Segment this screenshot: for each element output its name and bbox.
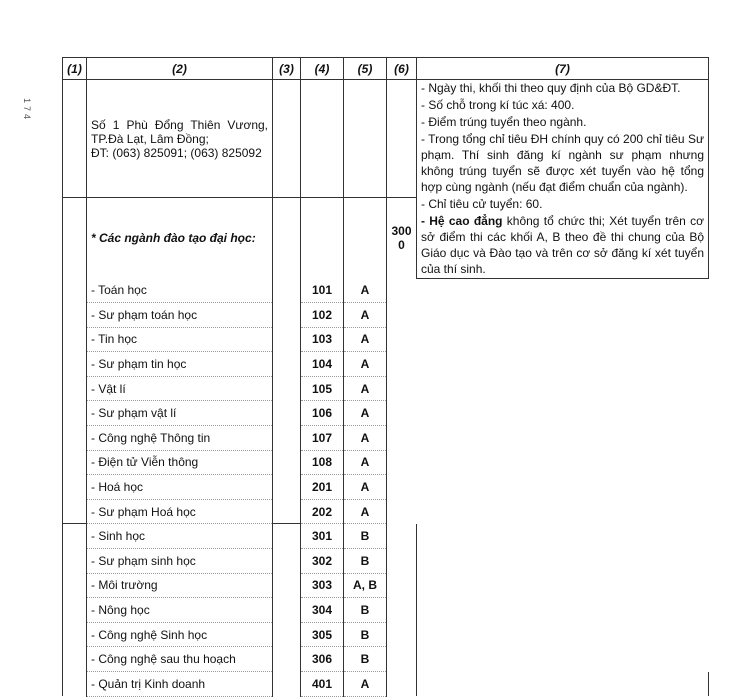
exam-block: A xyxy=(344,401,387,426)
major-code: 107 xyxy=(301,426,344,451)
major-name: - Công nghệ sau thu hoạch xyxy=(87,647,273,672)
exam-block: A xyxy=(344,327,387,352)
header-col-4: (4) xyxy=(301,58,344,80)
note-exam-schedule: - Ngày thi, khối thi theo quy định của Bộ GD&ĐT. xyxy=(421,81,681,95)
table-row xyxy=(63,401,709,426)
majors-list xyxy=(63,279,709,697)
table-row xyxy=(63,499,709,524)
major-name: - Công nghệ Thông tin xyxy=(87,426,273,451)
table-row xyxy=(63,549,709,574)
major-code: 306 xyxy=(301,647,344,672)
exam-block: A xyxy=(344,426,387,451)
exam-block: A xyxy=(344,499,387,524)
exam-block: B xyxy=(344,647,387,672)
major-name: - Công nghệ Sinh học xyxy=(87,622,273,647)
table-row xyxy=(63,622,709,647)
major-code: 103 xyxy=(301,327,344,352)
major-code: 302 xyxy=(301,549,344,574)
major-code: 101 xyxy=(301,279,344,303)
header-col-5: (5) xyxy=(344,58,387,80)
header-row xyxy=(63,58,709,80)
major-code: 201 xyxy=(301,475,344,500)
exam-block: A xyxy=(344,352,387,377)
major-code: 304 xyxy=(301,598,344,623)
note-nominee-quota: - Chỉ tiêu cử tuyển: 60. xyxy=(421,197,543,211)
exam-block: B xyxy=(344,622,387,647)
table-row xyxy=(63,598,709,623)
note-score: - Điểm trúng tuyển theo ngành. xyxy=(421,115,587,129)
table-row xyxy=(63,279,709,303)
note-dorm: - Số chỗ trong kí túc xá: 400. xyxy=(421,98,575,112)
major-name: - Toán học xyxy=(87,279,273,303)
major-name: - Sư phạm toán học xyxy=(87,303,273,328)
exam-block: A xyxy=(344,450,387,475)
major-name: - Tin học xyxy=(87,327,273,352)
admissions-table xyxy=(62,57,709,697)
table-row xyxy=(63,450,709,475)
header-col-2: (2) xyxy=(87,58,273,80)
major-name: - Quản trị Kinh doanh xyxy=(87,672,273,697)
major-code: 305 xyxy=(301,622,344,647)
total-quota: 300 0 xyxy=(387,198,417,279)
major-code: 108 xyxy=(301,450,344,475)
major-code: 202 xyxy=(301,499,344,524)
exam-block: B xyxy=(344,549,387,574)
major-code: 104 xyxy=(301,352,344,377)
header-col-3: (3) xyxy=(273,58,301,80)
major-name: - Sư phạm tin học xyxy=(87,352,273,377)
exam-block: A xyxy=(344,672,387,697)
major-code: 301 xyxy=(301,524,344,549)
table-row xyxy=(63,426,709,451)
page-number: 174 xyxy=(22,98,32,123)
major-name: - Sinh học xyxy=(87,524,273,549)
major-name: - Nông học xyxy=(87,598,273,623)
school-address: Số 1 Phù Đổng Thiên Vương, TP.Đà Lạt, Lâm Đồng; ĐT: (063) 825091; (063) 825092 xyxy=(87,80,273,198)
notes-cell xyxy=(417,80,709,279)
exam-block: B xyxy=(344,598,387,623)
table-row xyxy=(63,647,709,672)
major-code: 105 xyxy=(301,376,344,401)
exam-block: A xyxy=(344,376,387,401)
address-row xyxy=(63,80,709,198)
major-name: - Sư phạm sinh học xyxy=(87,549,273,574)
major-name: - Hoá học xyxy=(87,475,273,500)
major-name: - Sư phạm Hoá học xyxy=(87,499,273,524)
exam-block: A xyxy=(344,475,387,500)
major-name: - Sư phạm vật lí xyxy=(87,401,273,426)
table-row xyxy=(63,475,709,500)
exam-block: A, B xyxy=(344,573,387,598)
table-row xyxy=(63,376,709,401)
table-row xyxy=(63,327,709,352)
exam-block: A xyxy=(344,279,387,303)
major-name: - Môi trường xyxy=(87,573,273,598)
header-col-1: (1) xyxy=(63,58,87,80)
header-col-6: (6) xyxy=(387,58,417,80)
major-name: - Điện tử Viễn thông xyxy=(87,450,273,475)
table-row xyxy=(63,524,709,549)
exam-block: A xyxy=(344,303,387,328)
major-code: 102 xyxy=(301,303,344,328)
major-name: - Vật lí xyxy=(87,376,273,401)
note-college: - Hệ cao đẳng không tổ chức thi; Xét tuyển trên cơ sở điểm thi các khối A, B theo đề thi chung của Bộ Giáo dục và Đào tạo và trên cơ sở đăng kí xét tuyển của thí sinh. xyxy=(421,214,704,276)
table-row xyxy=(63,303,709,328)
major-code: 106 xyxy=(301,401,344,426)
major-code: 303 xyxy=(301,573,344,598)
exam-block: B xyxy=(344,524,387,549)
section-title: * Các ngành đào tạo đại học: xyxy=(87,198,273,279)
note-pedagogy-quota: - Trong tổng chỉ tiêu ĐH chính quy có 200 chỉ tiêu Sư phạm. Thí sinh đăng kí ngành sư phạm nhưng không trúng tuyển sẽ được xét tuyển vào hệ tổng hợp cùng ngành (nếu đạt điểm chuẩn của ngành). xyxy=(421,132,704,194)
header-col-7: (7) xyxy=(417,58,709,80)
table-row xyxy=(63,672,709,697)
table-row xyxy=(63,573,709,598)
major-code: 401 xyxy=(301,672,344,697)
table-row xyxy=(63,352,709,377)
